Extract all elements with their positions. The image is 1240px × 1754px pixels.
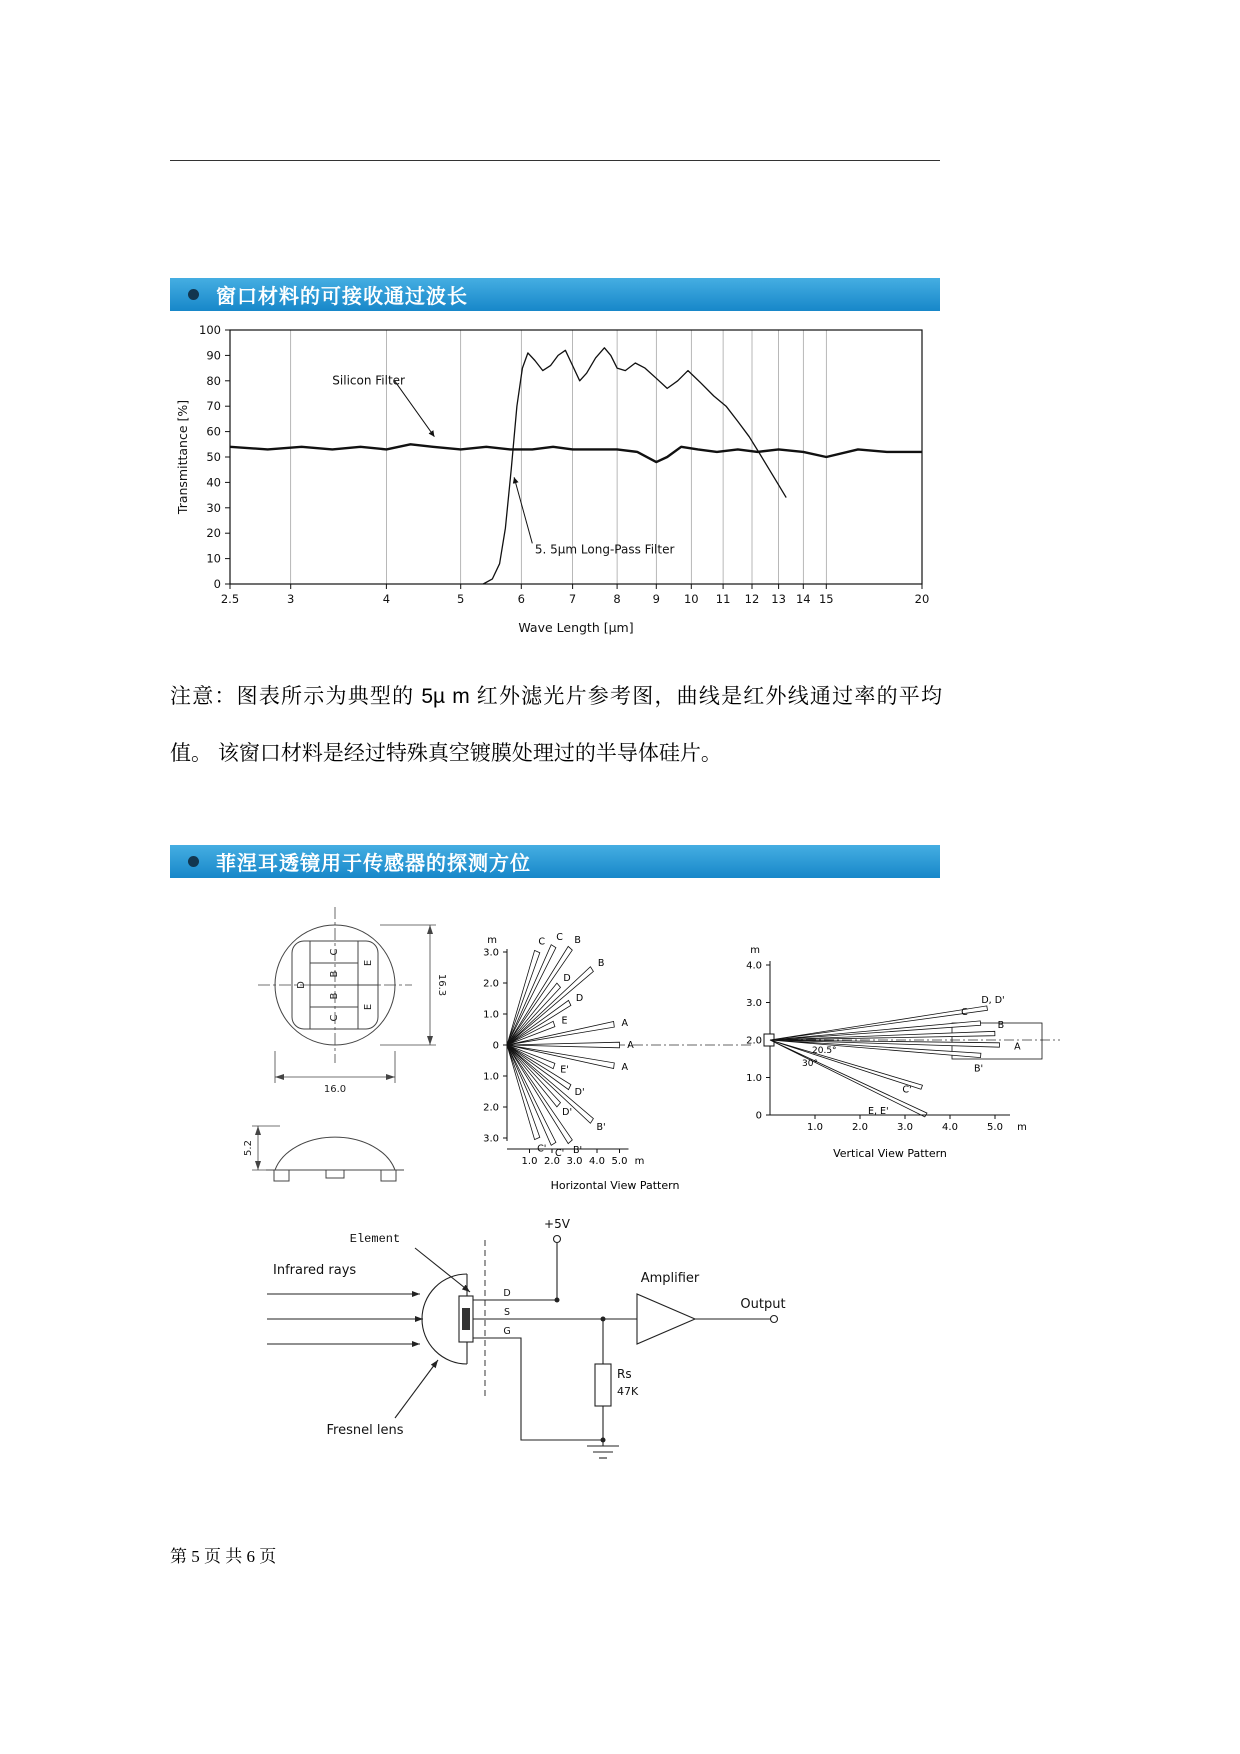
- y-tick-label: 70: [206, 399, 221, 414]
- y-tick-label: 3.0: [483, 1133, 499, 1145]
- beam-label: B': [573, 1144, 583, 1156]
- y-tick-label: 60: [206, 424, 221, 439]
- beam-label: B: [574, 935, 581, 947]
- beam-label: E: [561, 1015, 568, 1027]
- x-tick-label: 5.0: [987, 1122, 1003, 1133]
- element-pointer-arrow: [415, 1248, 470, 1292]
- beam-label: C': [902, 1084, 912, 1096]
- beam-wedge: [507, 1042, 620, 1048]
- transmittance-chart: [172, 316, 942, 651]
- x-tick-label: 7: [568, 592, 577, 606]
- x-tick-label: 11: [715, 592, 731, 606]
- v-pattern-svg: [720, 935, 1080, 1170]
- transmittance-chart-svg: [172, 316, 942, 646]
- y-tick-label: 3.0: [746, 998, 762, 1009]
- y-tick-label: 1.0: [746, 1073, 762, 1084]
- lens-zone-d-label: D: [296, 981, 307, 989]
- x-tick-label: 2.5: [220, 592, 240, 606]
- axis-unit: m: [1017, 1122, 1027, 1133]
- beam-label: A: [1014, 1041, 1021, 1053]
- lens-height-dimension: 16.3: [436, 973, 447, 997]
- lens-drawing: [240, 885, 470, 1195]
- beam-label: C': [537, 1143, 547, 1155]
- y-tick-label: 100: [199, 323, 221, 337]
- y-tick-label: 3.0: [483, 947, 499, 959]
- beam-label: B': [974, 1063, 984, 1075]
- y-tick-label: 2.0: [483, 978, 499, 990]
- h-pattern-caption: Horizontal View Pattern: [550, 1179, 680, 1192]
- note-paragraph: 注意：图表所示为典型的 5µ m 红外滤光片参考图，曲线是红外线通过率的平均值。 该窗口材料是经过特殊真空镀膜处理过的半导体硅片。: [170, 685, 942, 765]
- beam-label: A: [621, 1062, 629, 1074]
- beam-label: C': [554, 1148, 565, 1159]
- horizontal-view-pattern: [455, 905, 765, 1202]
- lens-width-dimension: 16.0: [323, 1084, 347, 1095]
- lens-zone-c-label: C: [329, 948, 340, 956]
- output-label: Output: [740, 1297, 786, 1312]
- pin-d-label: D: [503, 1288, 511, 1299]
- beam-label: D: [575, 993, 584, 1005]
- y-tick-label: 1.0: [483, 1009, 499, 1021]
- page-footer: 第 5 页 共 6 页: [170, 1547, 277, 1566]
- section2-title: 菲涅耳透镜用于传感器的探测方位: [216, 853, 531, 875]
- vertical-view-pattern: [720, 935, 1080, 1175]
- y-tick-label: 0: [492, 1040, 499, 1052]
- x-tick-label: 3.0: [566, 1156, 583, 1167]
- x-tick-label: 15: [818, 592, 834, 606]
- y-tick-label: 20: [206, 526, 221, 541]
- x-tick-label: 10: [683, 592, 699, 606]
- y-axis-title: Transmittance [%]: [175, 399, 190, 515]
- beam-label: E': [560, 1064, 569, 1076]
- x-tick-label: 5: [457, 592, 465, 606]
- output-terminal: [771, 1316, 778, 1323]
- h-pattern-svg: [455, 905, 765, 1197]
- x-tick-label: 2.0: [852, 1122, 868, 1133]
- angle-label: 30°: [802, 1059, 818, 1069]
- bullet-icon: [188, 856, 199, 867]
- chart-annotation: 5. 5µm Long-Pass Filter: [534, 542, 675, 557]
- x-tick-label: 3.0: [897, 1122, 913, 1133]
- fresnel-lens-label: Fresnel lens: [326, 1423, 404, 1438]
- x-tick-label: 13: [771, 592, 786, 606]
- resistor-name-label: Rs: [617, 1367, 632, 1381]
- axis-unit: m: [634, 1156, 645, 1167]
- resistor-value-label: 47K: [617, 1385, 639, 1398]
- section1-title: 窗口材料的可接收通过波长: [216, 286, 468, 308]
- y-tick-label: 30: [206, 500, 221, 515]
- lens-side-view: [252, 1126, 404, 1181]
- beam-label: B': [596, 1122, 606, 1133]
- y-tick-label: 10: [206, 551, 221, 566]
- beam-label: D: [563, 973, 571, 985]
- y-tick-label: 2.0: [483, 1102, 499, 1114]
- x-tick-label: 1.0: [521, 1156, 538, 1167]
- x-tick-label: 4: [382, 592, 391, 606]
- y-tick-label: 4.0: [746, 960, 762, 972]
- x-tick-label: 4.0: [942, 1122, 958, 1133]
- x-tick-label: 20: [914, 592, 930, 606]
- fresnel-pointer-arrow: [395, 1360, 438, 1418]
- ground-wire: [473, 1338, 603, 1440]
- y-tick-label: 1.0: [483, 1071, 499, 1083]
- lens-zone-c-label: C: [329, 1014, 340, 1022]
- lens-zone-e-label: E: [363, 1003, 374, 1011]
- x-tick-label: 3: [287, 592, 295, 606]
- resistor-symbol: [595, 1364, 611, 1406]
- y-tick-label: 50: [206, 450, 221, 464]
- beam-label: C: [556, 932, 563, 943]
- beam-label: D': [562, 1106, 573, 1118]
- x-tick-label: 9: [652, 592, 660, 606]
- x-tick-label: 5.0: [611, 1156, 628, 1167]
- axis-unit: m: [487, 935, 497, 946]
- x-tick-label: 1.0: [807, 1122, 823, 1133]
- top-rule: [170, 160, 940, 161]
- y-tick-label: 40: [206, 475, 221, 490]
- x-tick-label: 4.0: [589, 1156, 605, 1167]
- angle-label: 20.5°: [812, 1046, 837, 1056]
- vcc-label: +5V: [544, 1217, 570, 1231]
- lens-top-view: [258, 907, 436, 1083]
- x-tick-label: 12: [744, 592, 760, 606]
- section-header-fresnel-lens: [170, 845, 940, 878]
- infrared-rays-label: Infrared rays: [273, 1263, 357, 1278]
- x-axis-title: Wave Length [µm]: [518, 620, 634, 635]
- y-tick-label: 2.0: [746, 1035, 762, 1047]
- x-tick-label: 2.0: [544, 1156, 560, 1167]
- x-tick-label: 14: [795, 592, 811, 606]
- x-tick-label: 6: [517, 592, 525, 606]
- beam-label: D': [574, 1086, 585, 1098]
- y-tick-label: 90: [206, 348, 221, 363]
- axis-unit: m: [750, 945, 760, 956]
- chart-annotation: Silicon Filter: [332, 373, 406, 388]
- lens-zone-b-label: B: [329, 970, 340, 978]
- v-pattern-caption: Vertical View Pattern: [833, 1147, 947, 1160]
- beam-label: B: [597, 958, 605, 969]
- beam-label: A: [627, 1040, 634, 1051]
- series-line: [230, 444, 922, 462]
- beam-label: E, E': [867, 1106, 889, 1117]
- circuit-diagram: [255, 1212, 835, 1472]
- section-header-window-material: [170, 278, 940, 311]
- beam-label: C: [961, 1007, 968, 1018]
- y-tick-label: 0: [213, 577, 221, 591]
- beam-wedge: [770, 1040, 1000, 1047]
- amplifier-symbol: [637, 1294, 695, 1344]
- beam-label: D, D': [981, 995, 1005, 1006]
- pin-s-label: S: [503, 1307, 511, 1318]
- amplifier-label: Amplifier: [640, 1271, 700, 1286]
- lens-zone-b-label: B: [329, 992, 340, 1000]
- lens-zone-e-label: E: [363, 959, 374, 967]
- beam-wedge: [770, 1040, 923, 1089]
- lens-dome-dimension: 5.2: [243, 1140, 254, 1156]
- y-tick-label: 0: [755, 1110, 762, 1122]
- y-tick-label: 80: [206, 373, 221, 388]
- pin-g-label: G: [503, 1326, 511, 1337]
- vcc-terminal: [554, 1236, 561, 1243]
- x-tick-label: 8: [613, 592, 621, 606]
- bullet-icon: [188, 289, 199, 300]
- element-label: Element: [349, 1232, 401, 1246]
- beam-label: C: [538, 936, 546, 948]
- beam-label: B: [997, 1020, 1005, 1031]
- beam-label: A: [621, 1017, 629, 1029]
